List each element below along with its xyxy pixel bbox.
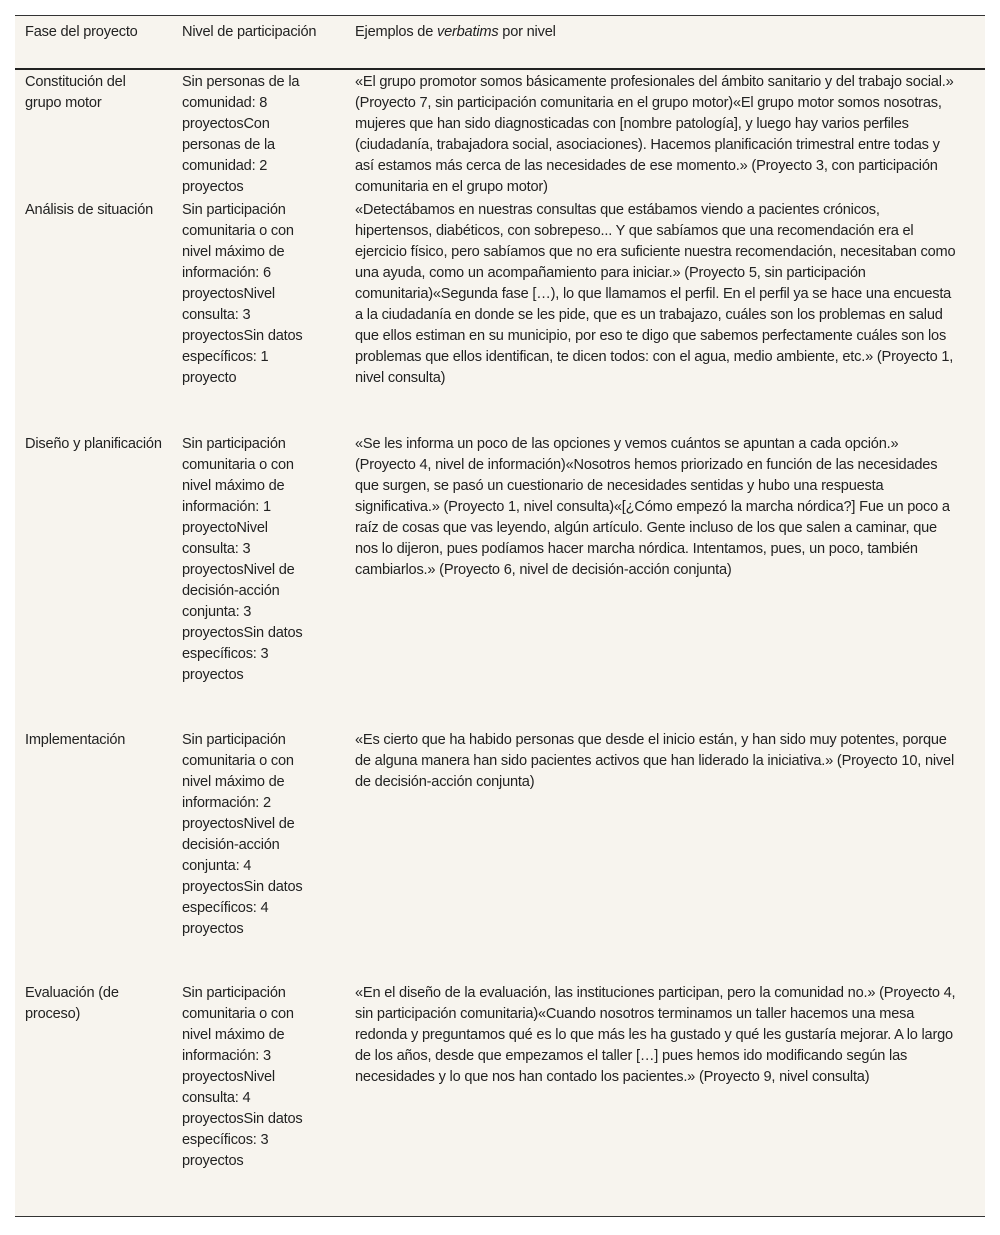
verbatims-cell: «Se les informa un poco de las opciones y vemos cuántos se apuntan a cada opción.» (Proyecto 4, nivel de información)«Nosotros hemos priorizado en función de las necesidades que surgen, se pasó un cuestionario de necesidades sentidas y hubo una respuesta significativa.» (Proyecto 1, nivel consulta)«[¿Cómo empezó la marcha nórdica?] Fue un poco a raíz de cosas que vas leyendo, algún artículo. Gente incluso de los que salen a caminar, que nos lo dijeron, pues podíamos hacer marcha nórdica. Intentamos, pues, un poco, también cambiarlos.» (Proyecto 6, nivel de decisión-acción conjunta) (355, 436, 950, 578)
verbatims-cell: «En el diseño de la evaluación, las instituciones participan, pero la comunidad no.» (Proyecto 4, sin participación comunitaria)«Cuando nosotros terminamos un taller hacemos una mesa redonda y preguntamos qué es lo que más les ha gustado y qué les gustaría mejorar. A lo largo de los años, desde que empezamos el taller […] pues hemos ido modificando según las necesidades y lo que nos han contado los pacientes.» (Proyecto 9, nivel consulta) (355, 985, 956, 1085)
header-verbatims-post: por nivel (498, 24, 556, 40)
phase-cell: Análisis de situación (25, 202, 154, 218)
phase-cell: Evaluación (de proceso) (25, 985, 119, 1022)
table-row (15, 981, 985, 1216)
verbatims-cell: «Es cierto que ha habido personas que desde el inicio están, y han sido muy potentes, porque de alguna manera han sido pacientes activos que han liderado la iniciativa.» (Proyecto 10, nivel de decisión-acción conjunta) (355, 732, 954, 790)
level-cell: Sin participación comunitaria o con nivel máximo de información: 6 proyectosNivel consulta: 3 proyectosSin datos específicos: 1 proyecto (182, 202, 303, 386)
level-cell: Sin personas de la comunidad: 8 proyectosCon personas de la comunidad: 2 proyectos (182, 74, 300, 195)
level-cell: Sin participación comunitaria o con nivel máximo de información: 1 proyectoNivel consulta: 3 proyectosNivel de decisión-acción conjunta: 3 proyectosSin datos específicos: 3 proyectos (182, 436, 303, 683)
header-level: Nivel de participación (172, 16, 345, 69)
header-phase: Fase del proyecto (15, 16, 172, 69)
table-row (15, 432, 985, 728)
header-verbatims-pre: Ejemplos de (355, 24, 437, 40)
phase-cell: Diseño y planificación (25, 436, 162, 452)
level-cell: Sin participación comunitaria o con nivel máximo de información: 2 proyectosNivel de decisión-acción conjunta: 4 proyectosSin datos específicos: 4 proyectos (182, 732, 303, 937)
level-cell: Sin participación comunitaria o con nivel máximo de información: 3 proyectosNivel consulta: 4 proyectosSin datos específicos: 3 proyectos (182, 985, 303, 1169)
participation-table (15, 16, 985, 1216)
participation-table-container (15, 15, 985, 1217)
phase-cell: Constitución del grupo motor (25, 74, 126, 111)
table-header-row (15, 16, 985, 69)
verbatims-cell: «El grupo promotor somos básicamente profesionales del ámbito sanitario y del trabajo social.» (Proyecto 7, sin participación comunitaria en el grupo motor)«El grupo motor somos nosotras, mujeres que han sido diagnosticadas con [nombre patología], y luego hay varios perfiles (ciudadanía, trabajadora social, asociaciones). Hacemos planificación trimestral entre todas y así estamos más cerca de las necesidades de ese momento.» (Proyecto 3, con participación comunitaria en el grupo motor) (355, 74, 954, 195)
table-row (15, 69, 985, 198)
header-verbatims (345, 16, 985, 69)
table-row (15, 198, 985, 432)
phase-cell: Implementación (25, 732, 126, 748)
header-verbatims-em: verbatims (436, 24, 499, 40)
verbatims-cell: «Detectábamos en nuestras consultas que estábamos viendo a pacientes crónicos, hipertensos, diabéticos, con sobrepeso... Y que sabíamos que una recomendación era el ejercicio físico, pero sabíamos que no era suficiente nuestra recomendación, necesitaban como una ayuda, como un acompañamiento para iniciar.» (Proyecto 5, sin participación comunitaria)«Segunda fase […), lo que llamamos el perfil. En el perfil ya se hace una encuesta a la ciudadanía en donde se les pide, que es un trabajazo, cuáles son los problemas en salud que ellos estiman en su municipio, por eso te digo que sabemos perfectamente cuáles son los problemas que ellos identifican, te dicen todos: con el agua, medio ambiente, etc.» (Proyecto 1, nivel consulta) (355, 202, 956, 386)
table-row (15, 728, 985, 981)
